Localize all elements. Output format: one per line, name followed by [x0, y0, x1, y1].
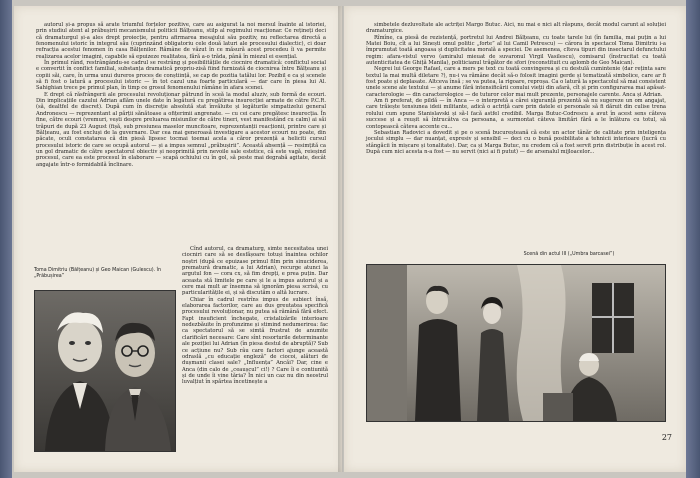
photo-stage-scene-icon [367, 265, 665, 421]
paragraph: E drept că răsfrângerii ale procesului revoluționar pătrund în sceă la modul aluziv, sub formă de ecouri. Din implicațiile cazului Adrian aflăm unele date în legătură cu pregătirea insurecției armate de către P.C.R. (să, dealtfel de discret). După cum în discreție absolută stat învăluite și legăturile simpatizelui general Andronescu — reprezentant al părții sănătoase a ofițerimii angrenate. — cu cei care pregătesc insurecția. În fine, către ecouri (vremuri, vești despre preluarea misiunilor de către tineri, vest manifestând cu calm) ai săi trăpuri de după 23 August (fișă, sub presiunea maselor muncitoare, reprezentanții reacționii, printre care și Bălțeanu, au fost excluși de la guvernare. Dar cea mai generoasă investigare a acestor ecouri nu poate, din păcate, oculi constatarea că din piesă lipsesc tocmai toemai acela a căror prezență a heliciti cursul procesului istoric de care se ocupă autorul — și a impus semnul „prăbușirii”. Această absență — resimțită ca un gol dramatic de către spectatorul obiectiv și neoprimită prin nevoile sale estetice, că este vagă, reieșind procesul, care ea este procesul în elaborare — scapă ochiului cu în gol, să peste mai degrabă agitate, decât angajate într-o formidabilă înclinare. [36, 91, 326, 168]
right-page [344, 6, 686, 472]
paragraph: Cînd autorul, ca dramaturg, simte necesitatea unei ciocniri care să se desfășoare totuși înaintea ochilor noștri (după ce epuizase primul film prin sinuciderea, prematură dramatic, a lui Adrian), recurge atunci la argutul fon — cora cx, să fim drepți, e prea puțin. Dar aceasta stă limitele pe care și le a impus autorul și a cere mai mult ar însemna să ignorăm piesa scrisă, cu particularitățile ei, și să discutăm o altă lucrare. [182, 246, 328, 297]
paragraph: Chiar în cadrul restrîns impus de subiect însă, elaborarea factorilor, care au dus greutatea specifică procesului revoluționar, nu putea să rămână fără efect. Fapt insuficient închegate, cristalizările interioare nedezbăuite în profunzime și stimind nedumerirea: fac ca spectatorul să se simtă frustrat de anumite clarificări necesare: Care sînt resorturile determinante ale poziției lui Adrian (în piesa destul de abruptă)? Sub ce acțiune nu? Sub râu care factori ajunge această odraslă „cu educație engleză” de ciocoi, alături de dușmanii clasei sale? „Influența” Ancăi? Dar, cine e Anca (din calo de „ceaușcul” ci!) ? Care îi e contiunită și de unde îi vine tăria? În nici un caz nu din neostrul luvalțiut în spărtea încetinește a [182, 296, 328, 386]
paragraph: Sebastian Radovici a dovedit și pe o scenă bucureșteană că este un actor tânăr de calitate prin inteligența jocului simplu — dar nuanțat, expresiv și sensibil — deci cu o bună posibilitate a tehnicii interioare (lucră cu stângăcii în mișcare și tonalitate). Dar, ca și Marga Butuc, nu credem că a fost servit prin distribuție în acest rol. După cum nici acesta n-a fost — nu servit (nici ai fi putut) — de arsenalul mijloacelor... [366, 129, 666, 155]
paragraph: autorul și-a propus să arate triumful forțelor pozitive, care au asigurat la noi mersul înainte al istoriei, prin studiul atent al prăbușirii mecanismului politicii Bălțeanu, stilp al regimului reacționar. Ce rețineți deci că dramaturgul și-a ales drept proiecție, pentru afirmarea mesajului său pozitiv, nu reflectarea directă a fenomenului istoric în integrul său (cuprinzând obligatoriu cele două laturi ale procesului dialectic), ci doar refracția acestui fenomen în casa Bălțenilor. Rămâne de văzut în ce măsură acest procedeu îi va permite realizarea acelor imagini, capabile să epuizeze realitatea, fără a-o trăda, până în miezul ei esențial. [36, 22, 326, 60]
paragraph: Am fi preferat, de pildă — în Anca — o interpretă a cărei siguranță prezentă să nu sugereze un om angajat, care trăiește tensiunea ideii militante, adică o actriță care prin datele ei personale să fi dăruit din culise trena rolului cum spune Stanislavski și să-l facă astfel credibil. Marga Butuc-Codrescu a avut în acest sens câteva succese și a reușit să întrucâtva ca persoana, a surmontat câteva limitări fără a le înlătura cu totul, să contopească câteva accente cu... [366, 98, 666, 130]
paragraph: simbetele dezluvoltate ale actriței Margo Butuc. Aici, nu mai e nici alt răspuns, decât modul carunt al soluției dramaturgice. [366, 22, 666, 35]
page-number: 27 [661, 433, 672, 442]
right-page-text [366, 22, 666, 155]
book-cover-left-edge [0, 0, 12, 478]
left-page-side-text [182, 246, 328, 386]
left-photo [34, 290, 176, 452]
right-photo-caption: Scenă din actul III („Umbra barcasei”) [523, 252, 615, 257]
left-page-top-text [36, 22, 326, 168]
book-cover-right-edge [686, 0, 700, 478]
left-photo-caption: Toma Dimitriu (Bălțeanu) și Geo Maican (Gulescu). în „Prăbușirea” [34, 268, 162, 279]
paragraph: Rîmîne, ca piesă de rezistență, portretul lui Andrei Bălțeanu, cu toate tarele lui (în familia, mai puțin a lui Matei Boiu, cît a lui Sinești omul politic „forte” al lui Camil Petrescu) — cărora în spectacol Toma Dimitriu i-a împrumutat toată angoasa și duplicitatea morală a speciei. De asemenea, clteva tipuri din insectarul defunctului regim: afara-vistul vervo (amiralul mieuat de suvaronul Virgil Vasilescu), comisarul (înstrucitat cu toată autenticitatea de Ghiță Manila), politicianul trăgător de sfori (reconstituit cu aplomb de Geo Maican). [366, 34, 666, 67]
photo-two-actors-icon [35, 291, 175, 451]
right-photo [366, 264, 666, 422]
left-page [14, 6, 342, 472]
paragraph: Negrei lui George Rafael, care a mers pe text cu toată convingerea și cu destulă cumintenie (dar reținta sare textul la mai multă diletare ?), nu-i va rămâne decât să-o folosit imagini gerde și tematizată simbolice, care ar fi fost poate și deplasate. Altceva însă ; se va putea, la rigoare, reproșa. Ca o latură la spectacolul să mai consistent unele scene ale textului — și anume fără intensificării conului vieții din afară, cît și prin configurarea mai apăsat-caracterologie — din caracterologice — de tuturor celor mai mult prezente, personajele carente. Anca și Adrian. [366, 66, 666, 98]
paragraph: În primul rând, restrângându-se cadrul se restrâng și posibilitățile de ciocnire dramatică: conflictul social e convertit în conflict familial, substanța dramatică propriu-zisă fiind furnizată de ciocnirea între Bălțeanu și copiii săi, care, în urma unui dureros proces de conștiință, se cap de pozitia tatălui lor. Pozibil e ca și scenele să fi fost o latură a procesului istoric — în tot cazul una foarte particulară — dar care în piesa lui Al. Sahighian trece pe primul plan, în timp ce grosul fenomenului rămâne în afara scenei. [36, 60, 326, 92]
